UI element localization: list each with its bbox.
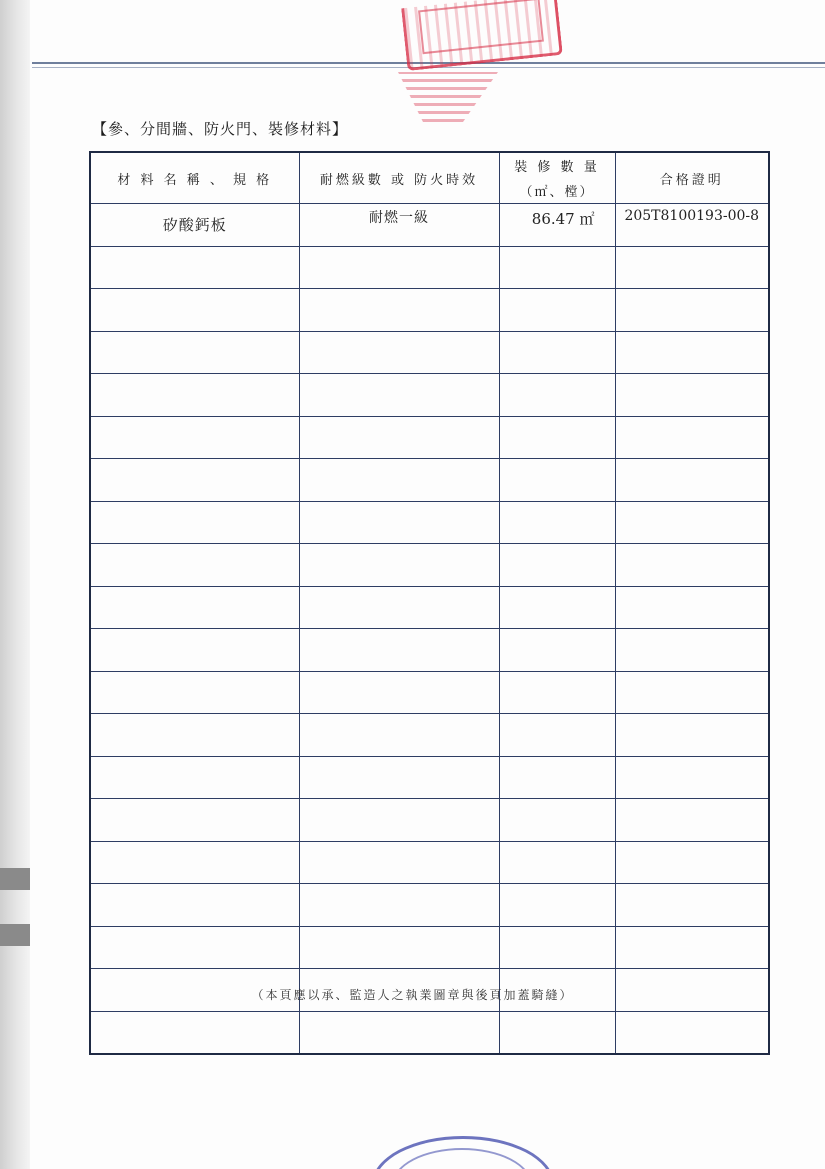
cell-fire-rating — [299, 501, 499, 544]
cell-material-name — [90, 374, 299, 417]
cell-material-name — [90, 501, 299, 544]
table-header-row — [90, 152, 769, 204]
cell-certificate — [615, 714, 769, 757]
cell-fire-rating — [299, 374, 499, 417]
cell-fire-rating — [299, 671, 499, 714]
cell-certificate — [615, 799, 769, 842]
table-row — [90, 671, 769, 714]
cell-quantity — [499, 629, 615, 672]
cell-fire-rating — [299, 884, 499, 927]
cell-quantity — [499, 374, 615, 417]
table-row — [90, 544, 769, 587]
cell-quantity — [499, 544, 615, 587]
header-material-name: 材 料 名 稱 、 規 格 — [90, 152, 299, 204]
cell-fire-rating: 耐燃一級 — [299, 204, 499, 247]
table-row — [90, 841, 769, 884]
table-row — [90, 374, 769, 417]
cell-fire-rating — [299, 1011, 499, 1054]
header-quantity-unit: （㎡、樘） — [519, 185, 595, 200]
cell-material-name — [90, 756, 299, 799]
cell-material-name — [90, 841, 299, 884]
cell-quantity — [499, 926, 615, 969]
scan-edge-mark — [0, 868, 30, 890]
cell-material-name — [90, 1011, 299, 1054]
cell-certificate — [615, 544, 769, 587]
cell-material-name — [90, 544, 299, 587]
cell-fire-rating — [299, 714, 499, 757]
cell-fire-rating — [299, 799, 499, 842]
cell-material-name — [90, 416, 299, 459]
cell-fire-rating — [299, 246, 499, 289]
cell-fire-rating — [299, 331, 499, 374]
table-row — [90, 204, 769, 247]
cell-certificate — [615, 459, 769, 502]
table-row — [90, 629, 769, 672]
cell-quantity — [499, 459, 615, 502]
cell-quantity — [499, 756, 615, 799]
cell-material-name — [90, 884, 299, 927]
table-row — [90, 501, 769, 544]
cell-certificate — [615, 629, 769, 672]
table-row — [90, 586, 769, 629]
cell-certificate — [615, 756, 769, 799]
cell-fire-rating — [299, 586, 499, 629]
cell-material-name — [90, 289, 299, 332]
cell-material-name — [90, 459, 299, 502]
cell-quantity — [499, 714, 615, 757]
cell-material-name — [90, 331, 299, 374]
header-fire-rating: 耐燃級數 或 防火時效 — [299, 152, 499, 204]
cell-material-name — [90, 926, 299, 969]
table-row — [90, 289, 769, 332]
header-quantity — [499, 152, 615, 204]
cell-material-name — [90, 714, 299, 757]
cell-quantity — [499, 884, 615, 927]
cell-material-name — [90, 586, 299, 629]
red-seal-fragment — [398, 72, 498, 122]
section-heading: 【參、分間牆、防火門、裝修材料】 — [92, 120, 349, 138]
cell-fire-rating — [299, 841, 499, 884]
cell-fire-rating — [299, 459, 499, 502]
table-row — [90, 714, 769, 757]
cell-certificate — [615, 1011, 769, 1054]
cell-certificate — [615, 289, 769, 332]
footer-note: （本頁應以承、監造人之執業圖章與後頁加蓋騎縫） — [251, 988, 574, 1002]
cell-certificate — [615, 884, 769, 927]
cell-quantity: 86.47 ㎡ — [499, 204, 615, 247]
table-row — [90, 756, 769, 799]
cell-certificate — [615, 416, 769, 459]
cell-certificate — [615, 246, 769, 289]
cell-certificate — [615, 331, 769, 374]
table-row — [90, 331, 769, 374]
cell-quantity — [499, 331, 615, 374]
cell-quantity — [499, 289, 615, 332]
cell-material-name — [90, 629, 299, 672]
cell-certificate — [615, 501, 769, 544]
table-row — [90, 884, 769, 927]
cell-fire-rating — [299, 289, 499, 332]
cell-fire-rating — [299, 756, 499, 799]
cell-fire-rating — [299, 544, 499, 587]
cell-material-name — [90, 246, 299, 289]
cell-certificate: 205T8100193-00-8 — [615, 204, 769, 247]
cell-quantity — [499, 586, 615, 629]
cell-certificate — [615, 671, 769, 714]
cell-certificate — [615, 841, 769, 884]
cell-certificate — [615, 926, 769, 969]
header-quantity-label: 裝 修 數 量 — [514, 160, 600, 175]
cell-quantity — [499, 799, 615, 842]
cell-material-name — [90, 671, 299, 714]
cell-certificate — [615, 586, 769, 629]
cell-material-name — [90, 799, 299, 842]
scan-edge-mark — [0, 924, 30, 946]
materials-table — [89, 151, 770, 1055]
table-row — [90, 926, 769, 969]
cell-quantity — [499, 501, 615, 544]
cell-quantity — [499, 841, 615, 884]
cell-fire-rating — [299, 629, 499, 672]
table-row — [90, 1011, 769, 1054]
table-row — [90, 799, 769, 842]
table-row — [90, 459, 769, 502]
cell-fire-rating — [299, 416, 499, 459]
cell-material-name: 矽酸鈣板 — [90, 204, 299, 247]
cell-certificate — [615, 374, 769, 417]
table-row — [90, 246, 769, 289]
cell-quantity — [499, 246, 615, 289]
table-body — [90, 204, 769, 1055]
cell-fire-rating — [299, 926, 499, 969]
table-row — [90, 416, 769, 459]
cell-quantity — [499, 671, 615, 714]
cell-quantity — [499, 1011, 615, 1054]
header-certificate: 合格證明 — [615, 152, 769, 204]
cell-quantity — [499, 416, 615, 459]
